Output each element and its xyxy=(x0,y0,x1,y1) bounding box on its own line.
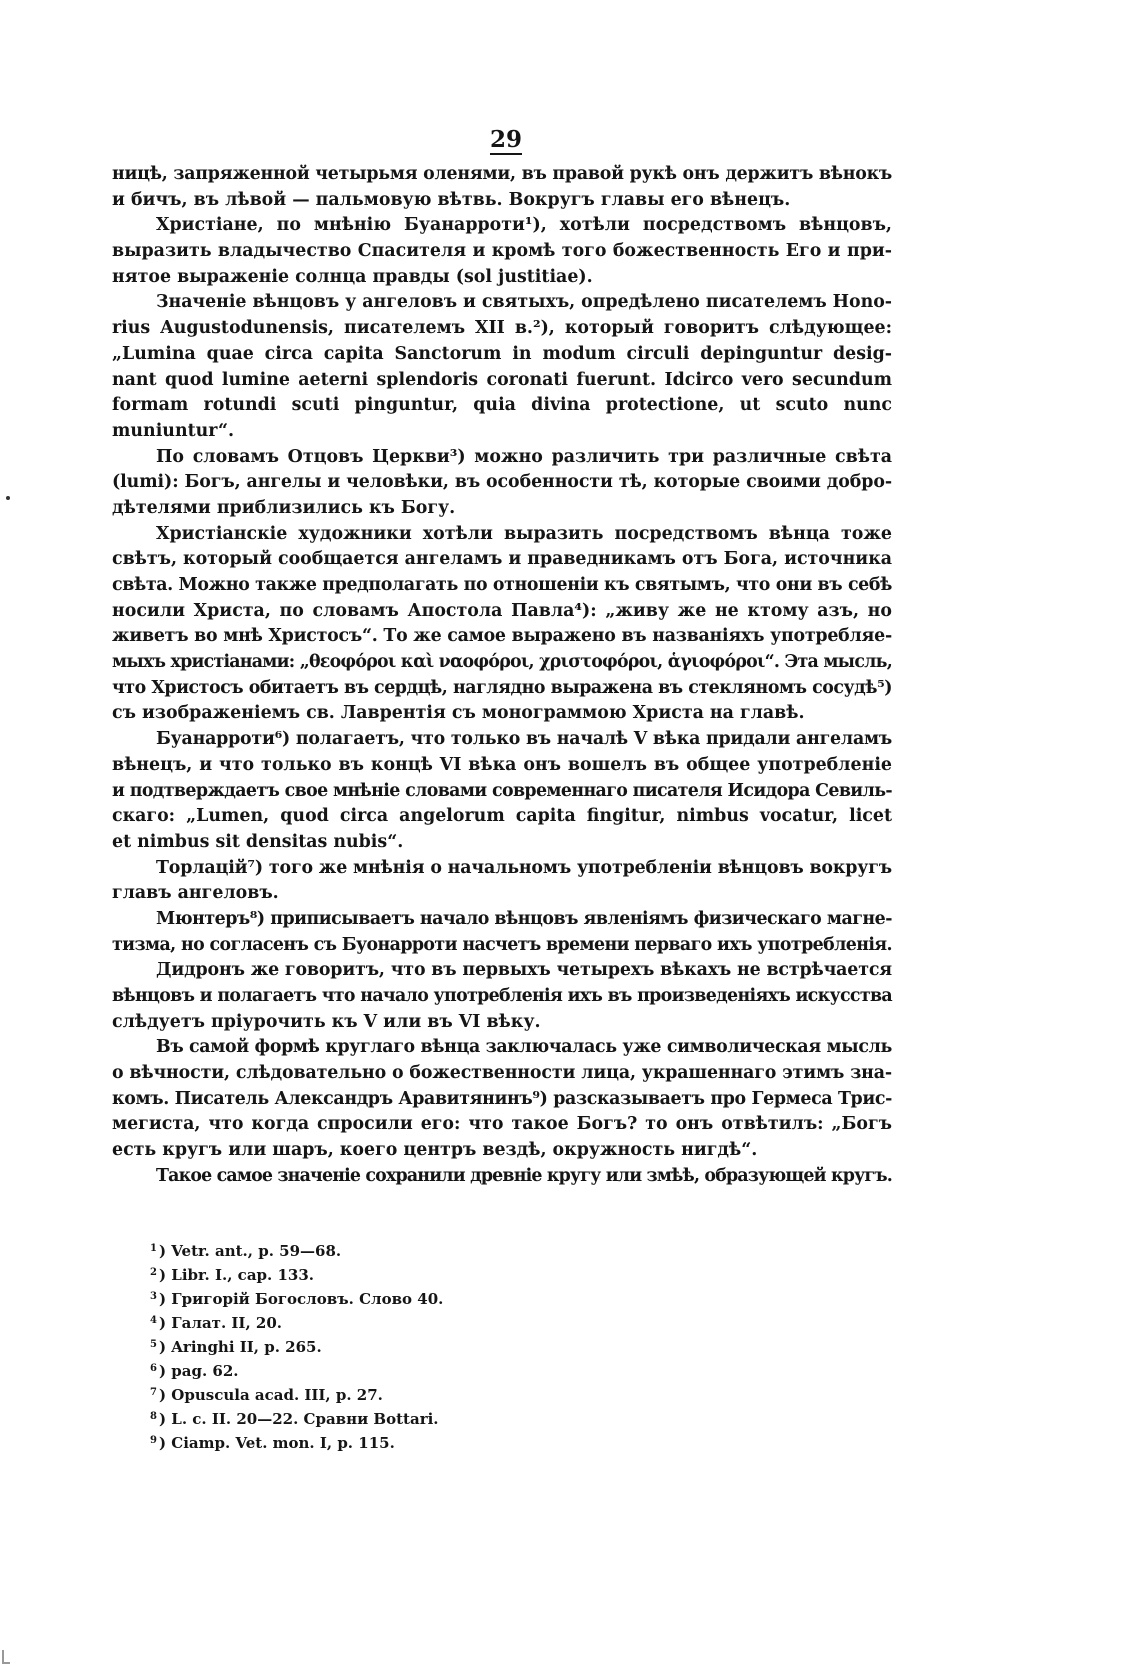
text-line: есть кругъ или шаръ, коего центръ вездѣ, окружность нигдѣ“. xyxy=(112,1140,758,1161)
footnote-text: L. c. II. 20—22. Сравни Bottari. xyxy=(171,1410,439,1428)
footnote-mark: 4 xyxy=(150,1315,157,1326)
scan-speck xyxy=(6,496,10,500)
footnote-text: Libr. I., cap. 133. xyxy=(171,1266,315,1284)
footnote xyxy=(150,1286,650,1310)
page-number: 29 xyxy=(489,126,522,153)
text-line: По словамъ Отцовъ Церкви³) можно различить три различные свѣта xyxy=(156,446,892,467)
footnote-mark: 5 xyxy=(150,1339,157,1350)
body-text xyxy=(112,162,892,1190)
text-line: выразить владычество Спасителя и кромѣ того божественность Его и при- xyxy=(112,241,892,262)
text-line: нятое выраженіе солнца правды (sol justitiae). xyxy=(112,266,593,287)
text-line: и подтверждаетъ свое мнѣніе словами современнаго писателя Исидора Севиль- xyxy=(112,780,892,801)
text-line: rius Augustodunensis, писателемъ XII в.²), который говоритъ слѣдующее: xyxy=(112,318,892,339)
text-line: свѣта. Можно также предполагать по отношеніи къ святымъ, что они въ себѣ xyxy=(112,575,892,595)
footnote-mark: 6 xyxy=(150,1363,157,1374)
footnote-paren: ) xyxy=(158,1362,172,1380)
text-line: живетъ во мнѣ Христосъ“. То же самое выражено въ названіяхъ употребляе- xyxy=(112,626,892,647)
text-line: мегиста, что когда спросили его: что такое Богъ? то онъ отвѣтилъ: „Богъ xyxy=(112,1114,892,1135)
footnote-mark: 7 xyxy=(150,1387,157,1398)
text-line: formam rotundi scuti pinguntur, quia divina protectione, ut scuto nunc xyxy=(112,395,892,416)
footnote-paren: ) xyxy=(158,1242,172,1260)
footnote-mark: 9 xyxy=(150,1435,157,1446)
text-line: (lumi): Богъ, ангелы и человѣки, въ особенности тѣ, которые своими добро- xyxy=(112,472,892,493)
footnote-text: Aringhi II, p. 265. xyxy=(171,1338,322,1356)
text-line: ницѣ, запряженной четырьмя оленями, въ правой рукѣ онъ держитъ вѣнокъ xyxy=(112,164,893,184)
text-line: et nimbus sit densitas nubis“. xyxy=(112,831,404,852)
text-line: Буанарроти⁶) полагаетъ, что только въ началѣ V вѣка придали ангеламъ xyxy=(156,729,892,750)
text-line: дѣтелями приблизились къ Богу. xyxy=(112,497,456,518)
text-line: Христіанскіе художники хотѣли выразить посредствомъ вѣнца тоже xyxy=(156,523,892,544)
footnote-mark: 3 xyxy=(150,1291,157,1302)
footnote-mark: 1 xyxy=(150,1243,157,1254)
text-line: muniuntur“. xyxy=(112,420,235,441)
footnote xyxy=(150,1310,650,1334)
footnote-paren: ) xyxy=(158,1290,172,1308)
text-line: Значеніе вѣнцовъ у ангеловъ и святыхъ, опредѣлено писателемъ Hono- xyxy=(156,292,892,313)
text-line: съ изображеніемъ св. Лаврентія съ монограммою Христа на главѣ. xyxy=(112,703,805,724)
footnote-text: Галат. II, 20. xyxy=(171,1314,282,1332)
text-line: Христіане, по мнѣнію Буанарроти¹), хотѣли посредствомъ вѣнцовъ, xyxy=(156,215,892,236)
footnote-text: Григорій Богословъ. Слово 40. xyxy=(171,1290,444,1308)
footnote xyxy=(150,1238,650,1262)
text-line: и бичъ, въ лѣвой — пальмовую вѣтвь. Вокругъ главы его вѣнецъ. xyxy=(112,189,791,210)
text-line: вѣнецъ, и что только въ концѣ VI вѣка онъ вошелъ въ общее употребленіе xyxy=(112,754,892,775)
footnote xyxy=(150,1262,650,1286)
text-line: слѣдуетъ пріурочить къ V или въ VI вѣку. xyxy=(112,1011,541,1032)
footnote-text: Opuscula acad. III, p. 27. xyxy=(171,1386,383,1404)
footnote-paren: ) xyxy=(158,1386,172,1404)
footnote xyxy=(150,1430,650,1454)
scan-corner-mark xyxy=(2,1650,4,1664)
footnotes xyxy=(150,1238,650,1454)
footnote xyxy=(150,1358,650,1382)
text-line: скаго: „Lumen, quod circa angelorum capita fingitur, nimbus vocatur, licet xyxy=(112,806,892,827)
text-line: что Христосъ обитаетъ въ сердцѣ, наглядно выражена въ стекляномъ сосудѣ⁵) xyxy=(112,677,892,698)
footnote-paren: ) xyxy=(158,1314,172,1332)
footnote-mark: 8 xyxy=(150,1411,157,1422)
footnote-text: pag. 62. xyxy=(171,1362,239,1380)
text-line: носили Христа, по словамъ Апостола Павла⁴): „живу же не ктому азъ, но xyxy=(112,600,892,621)
footnote xyxy=(150,1382,650,1406)
text-line: главъ ангеловъ. xyxy=(112,883,279,904)
footnote xyxy=(150,1334,650,1358)
footnote-paren: ) xyxy=(158,1434,172,1452)
text-line: „Lumina quae circa capita Sanctorum in modum circuli depinguntur desig- xyxy=(112,343,892,364)
footnote-text: Ciamp. Vet. mon. I, p. 115. xyxy=(171,1434,395,1452)
text-line: комъ. Писатель Александръ Аравитянинъ⁹) разсказываетъ про Гермеса Трис- xyxy=(112,1088,892,1109)
text-line: Дидронъ же говоритъ, что въ первыхъ четырехъ вѣкахъ не встрѣчается xyxy=(156,960,892,981)
footnote-paren: ) xyxy=(158,1338,172,1356)
footnote-paren: ) xyxy=(158,1410,172,1428)
text-line: о вѣчности, слѣдовательно о божественности лица, украшеннаго этимъ зна- xyxy=(112,1063,892,1084)
text-line: вѣнцовъ и полагаетъ что начало употребленія ихъ въ произведеніяхъ искусства xyxy=(112,986,892,1006)
footnote-text: Vetr. ant., p. 59—68. xyxy=(171,1242,342,1260)
text-line: свѣтъ, который сообщается ангеламъ и праведникамъ отъ Бога, источника xyxy=(112,549,892,570)
text-line: Торлацій⁷) того же мнѣнія о начальномъ употребленіи вѣнцовъ вокругъ xyxy=(156,857,892,878)
footnote-mark: 2 xyxy=(150,1267,157,1278)
text-line: мыхъ христіанами: „θεοφόροι καὶ ναοφόροι, χριστοφόροι, ἁγιοφόροι“. Эта мысль, xyxy=(112,652,892,673)
text-line: Въ самой формѣ круглаго вѣнца заключалась уже символическая мысль xyxy=(156,1037,892,1058)
text-line: тизма, но согласенъ съ Буонарроти насчетъ времени перваго ихъ употребленія. xyxy=(112,934,892,955)
text-line: Такое самое значеніе сохранили древніе кругу или змѣѣ, образующей кругъ. xyxy=(156,1165,892,1186)
text-line: Мюнтеръ⁸) приписываетъ начало вѣнцовъ явленіямъ физическаго магне- xyxy=(156,908,892,929)
footnote xyxy=(150,1406,650,1430)
footnote-paren: ) xyxy=(158,1266,172,1284)
text-line: nant quod lumine aeterni splendoris coronati fuerunt. Idcirco vero secundum xyxy=(112,369,892,390)
